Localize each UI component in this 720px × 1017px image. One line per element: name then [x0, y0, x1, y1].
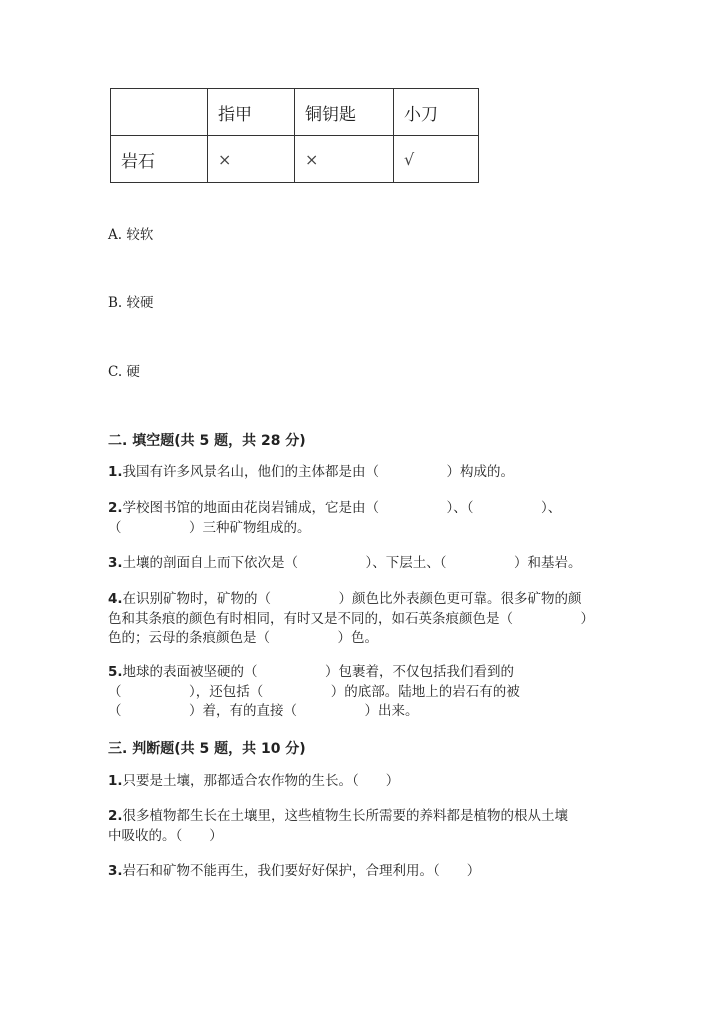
question-number: 2.: [108, 808, 123, 824]
section-title-fill-blank: 二. 填空题(共 5 题，共 28 分): [108, 433, 306, 449]
cross-mark: ×: [208, 136, 295, 183]
question-item: [108, 807, 628, 846]
check-mark: √: [394, 136, 479, 183]
question-text: 学校图书馆的地面由花岗岩铺成，它是由（ ）、（ ）、: [122, 500, 562, 516]
cross-mark: ×: [295, 136, 394, 183]
question-text: 很多植物都生长在土壤里，这些植物生长所需要的养料都是植物的根从土壤: [122, 808, 569, 824]
table-header-cell: 铜钥匙: [295, 89, 394, 136]
question-item: [108, 663, 628, 722]
option-c: C. 硬: [108, 364, 140, 380]
question-number: 3.: [108, 555, 123, 571]
question-text: 我国有许多风景名山，他们的主体都是由（ ）构成的。: [122, 464, 515, 480]
table-header-cell: 指甲: [208, 89, 295, 136]
question-number: 1.: [108, 773, 123, 789]
table-header-cell: 小刀: [394, 89, 479, 136]
question-item: [108, 772, 628, 792]
question-text: 中吸收的。（ ）: [108, 827, 223, 844]
section-title-true-false: 三. 判断题(共 5 题，共 10 分): [108, 741, 306, 757]
question-item: [108, 590, 628, 649]
question-item: [108, 862, 628, 882]
table-header-cell: [111, 89, 208, 136]
question-text: （ ）三种矿物组成的。: [108, 519, 311, 536]
question-text: （ ），还包括（ ）的底部。陆地上的岩石有的被: [108, 683, 520, 700]
question-number: 2.: [108, 500, 123, 516]
question-number: 1.: [108, 464, 123, 480]
question-text: 土壤的剖面自上而下依次是（ ）、下层土、（ ）和基岩。: [122, 555, 582, 571]
question-item: [108, 463, 628, 483]
option-b: B. 较硬: [108, 295, 154, 311]
table-row-label: 岩石: [111, 136, 208, 183]
table-row: [111, 136, 479, 183]
table-header-row: [111, 89, 479, 136]
question-text: 色和其条痕的颜色有时相同，有时又是不同的，如石英条痕颜色是（ ）: [108, 610, 594, 627]
question-text: 岩石和矿物不能再生，我们要好好保护，合理利用。（ ）: [122, 863, 481, 879]
question-item: [108, 554, 628, 574]
question-text: 在识别矿物时，矿物的（ ）颜色比外表颜色更可靠。很多矿物的颜: [122, 591, 582, 607]
question-number: 3.: [108, 863, 123, 879]
question-number: 5.: [108, 664, 123, 680]
question-text: 地球的表面被坚硬的（ ）包裹着，不仅包括我们看到的: [122, 664, 515, 680]
question-item: [108, 499, 628, 538]
question-text: 色的；云母的条痕颜色是（ ）色。: [108, 630, 378, 646]
hardness-table: [110, 88, 479, 183]
question-text: （ ）着，有的直接（ ）出来。: [108, 703, 419, 719]
question-text: 只要是土壤，那都适合农作物的生长。（ ）: [122, 773, 400, 789]
option-a: A. 较软: [108, 227, 154, 243]
question-number: 4.: [108, 591, 123, 607]
